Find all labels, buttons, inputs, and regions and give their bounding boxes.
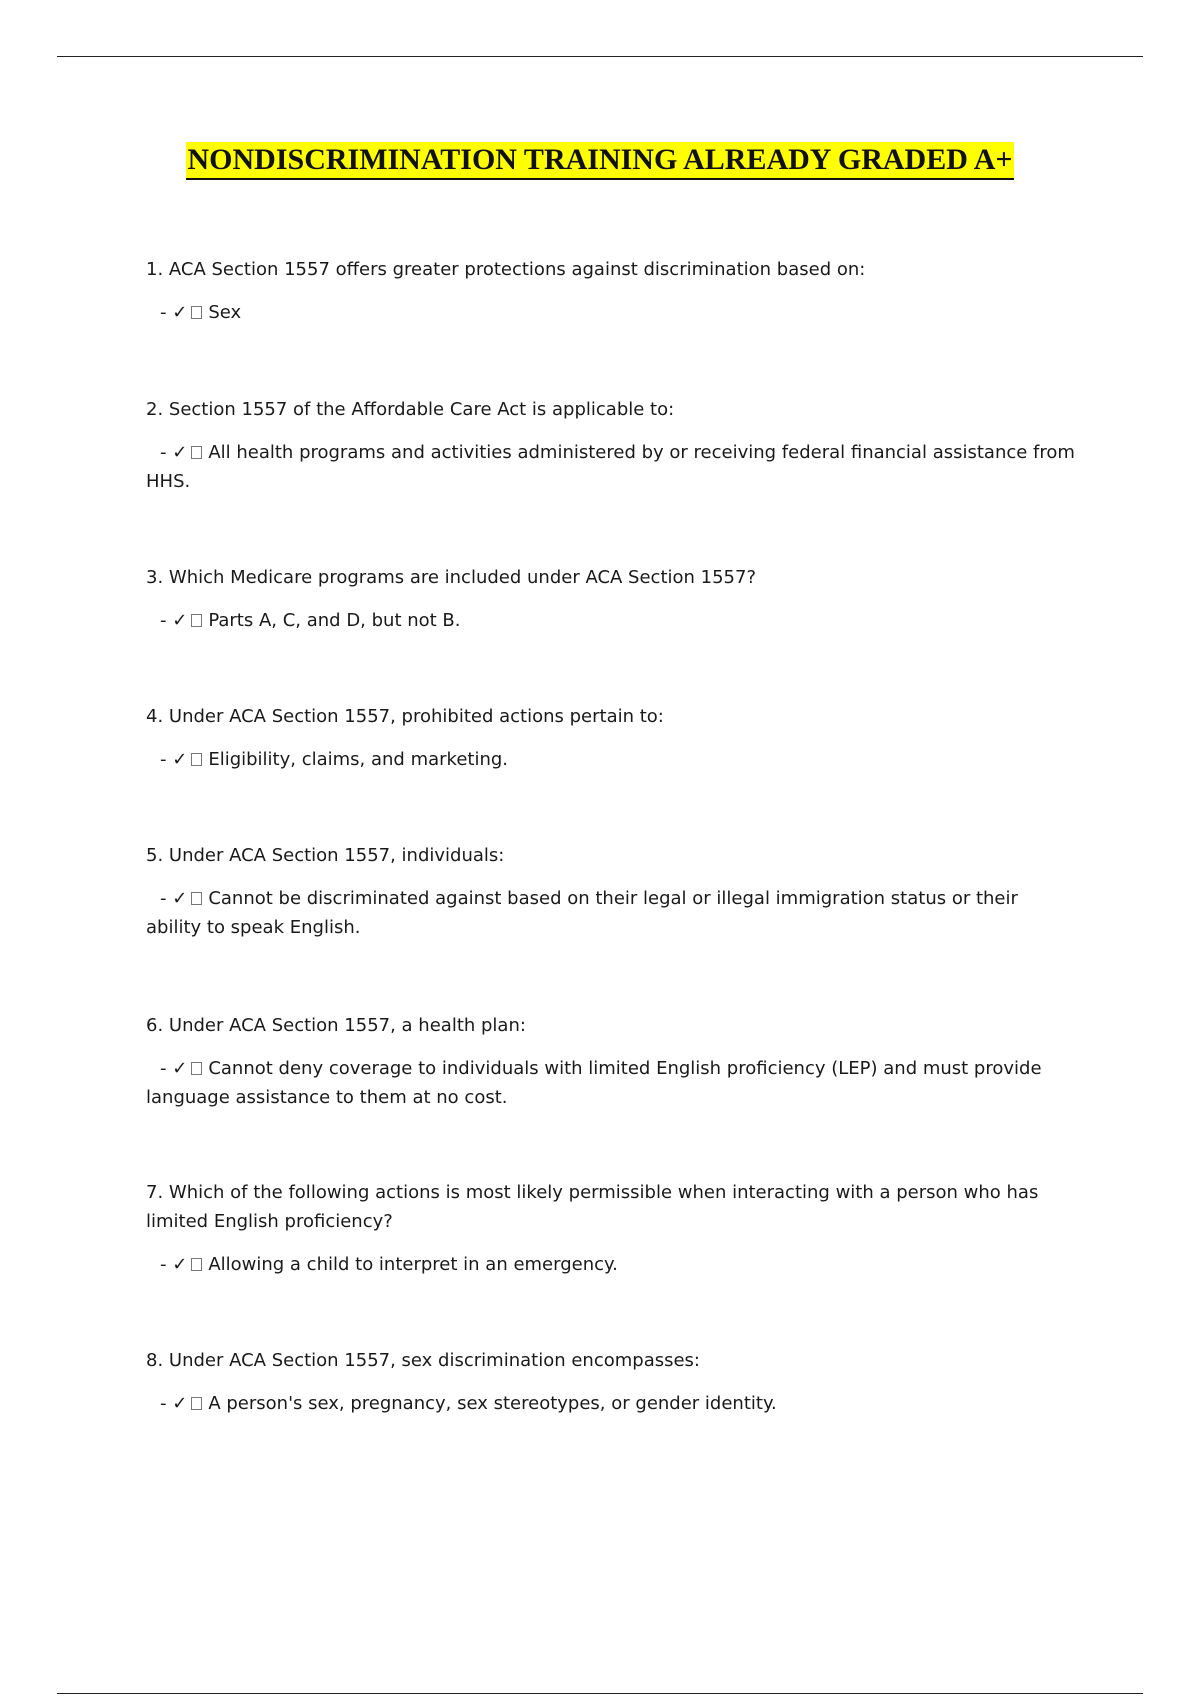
question-block-6 [146, 1011, 1076, 1112]
check-icon: ✓ [172, 1058, 188, 1079]
question-text: 2. Section 1557 of the Affordable Care Act is applicable to: [146, 399, 675, 420]
answer-dash: - [160, 1254, 167, 1275]
answer-line [146, 745, 1076, 774]
answer-dash: - [160, 1058, 167, 1079]
answer-line [146, 606, 1076, 635]
question-text: 3. Which Medicare programs are included under ACA Section 1557? [146, 567, 757, 588]
question-text: 5. Under ACA Section 1557, individuals: [146, 845, 505, 866]
answer-line [146, 298, 1076, 327]
answer-text: Cannot be discriminated against based on their legal or illegal immigration status or their ability to speak English. [146, 888, 1018, 938]
checkbox-icon [191, 614, 202, 627]
checkbox-icon [191, 753, 202, 766]
answer-line [146, 1389, 1076, 1418]
check-icon: ✓ [172, 1254, 188, 1275]
answer-dash: - [160, 610, 167, 631]
answer-text: Allowing a child to interpret in an emergency. [208, 1254, 618, 1275]
answer-text: A person's sex, pregnancy, sex stereotypes, or gender identity. [208, 1393, 777, 1414]
question-block-3 [146, 563, 1076, 635]
check-icon: ✓ [172, 749, 188, 770]
question-text: 6. Under ACA Section 1557, a health plan: [146, 1015, 526, 1036]
checkbox-icon [191, 1397, 202, 1410]
question-text: 7. Which of the following actions is most likely permissible when interacting with a person who has limited English proficiency? [146, 1182, 1039, 1232]
question-block-1 [146, 255, 1076, 327]
check-icon: ✓ [172, 302, 188, 323]
top-divider [57, 56, 1143, 57]
answer-dash: - [160, 1393, 167, 1414]
check-icon: ✓ [172, 610, 188, 631]
answer-dash: - [160, 442, 167, 463]
answer-text: Parts A, C, and D, but not B. [208, 610, 461, 631]
check-icon: ✓ [172, 888, 188, 909]
question-text: 1. ACA Section 1557 offers greater protections against discrimination based on: [146, 259, 866, 280]
question-block-8 [146, 1346, 1076, 1418]
title-container [0, 142, 1200, 180]
question-text: 4. Under ACA Section 1557, prohibited actions pertain to: [146, 706, 664, 727]
question-block-2 [146, 395, 1076, 496]
question-text: 8. Under ACA Section 1557, sex discrimination encompasses: [146, 1350, 700, 1371]
answer-dash: - [160, 749, 167, 770]
checkbox-icon [191, 892, 202, 905]
answer-text: Sex [208, 302, 242, 323]
answer-text: All health programs and activities administered by or receiving federal financial assistance from HHS. [146, 442, 1075, 492]
check-icon: ✓ [172, 1393, 188, 1414]
checkbox-icon [191, 306, 202, 319]
answer-dash: - [160, 888, 167, 909]
checkbox-icon [191, 1062, 202, 1075]
question-block-7 [146, 1178, 1076, 1279]
answer-text: Eligibility, claims, and marketing. [208, 749, 509, 770]
answer-dash: - [160, 302, 167, 323]
answer-line [146, 884, 1076, 942]
bottom-divider [57, 1693, 1143, 1694]
answer-line [146, 1250, 1076, 1279]
answer-line [146, 438, 1076, 496]
question-block-5 [146, 841, 1076, 942]
checkbox-icon [191, 1258, 202, 1271]
check-icon: ✓ [172, 442, 188, 463]
answer-line [146, 1054, 1076, 1112]
question-block-4 [146, 702, 1076, 774]
answer-text: Cannot deny coverage to individuals with limited English proficiency (LEP) and must provide language assistance to them at no cost. [146, 1058, 1042, 1108]
document-title: NONDISCRIMINATION TRAINING ALREADY GRADED A+ [186, 142, 1015, 180]
checkbox-icon [191, 446, 202, 459]
